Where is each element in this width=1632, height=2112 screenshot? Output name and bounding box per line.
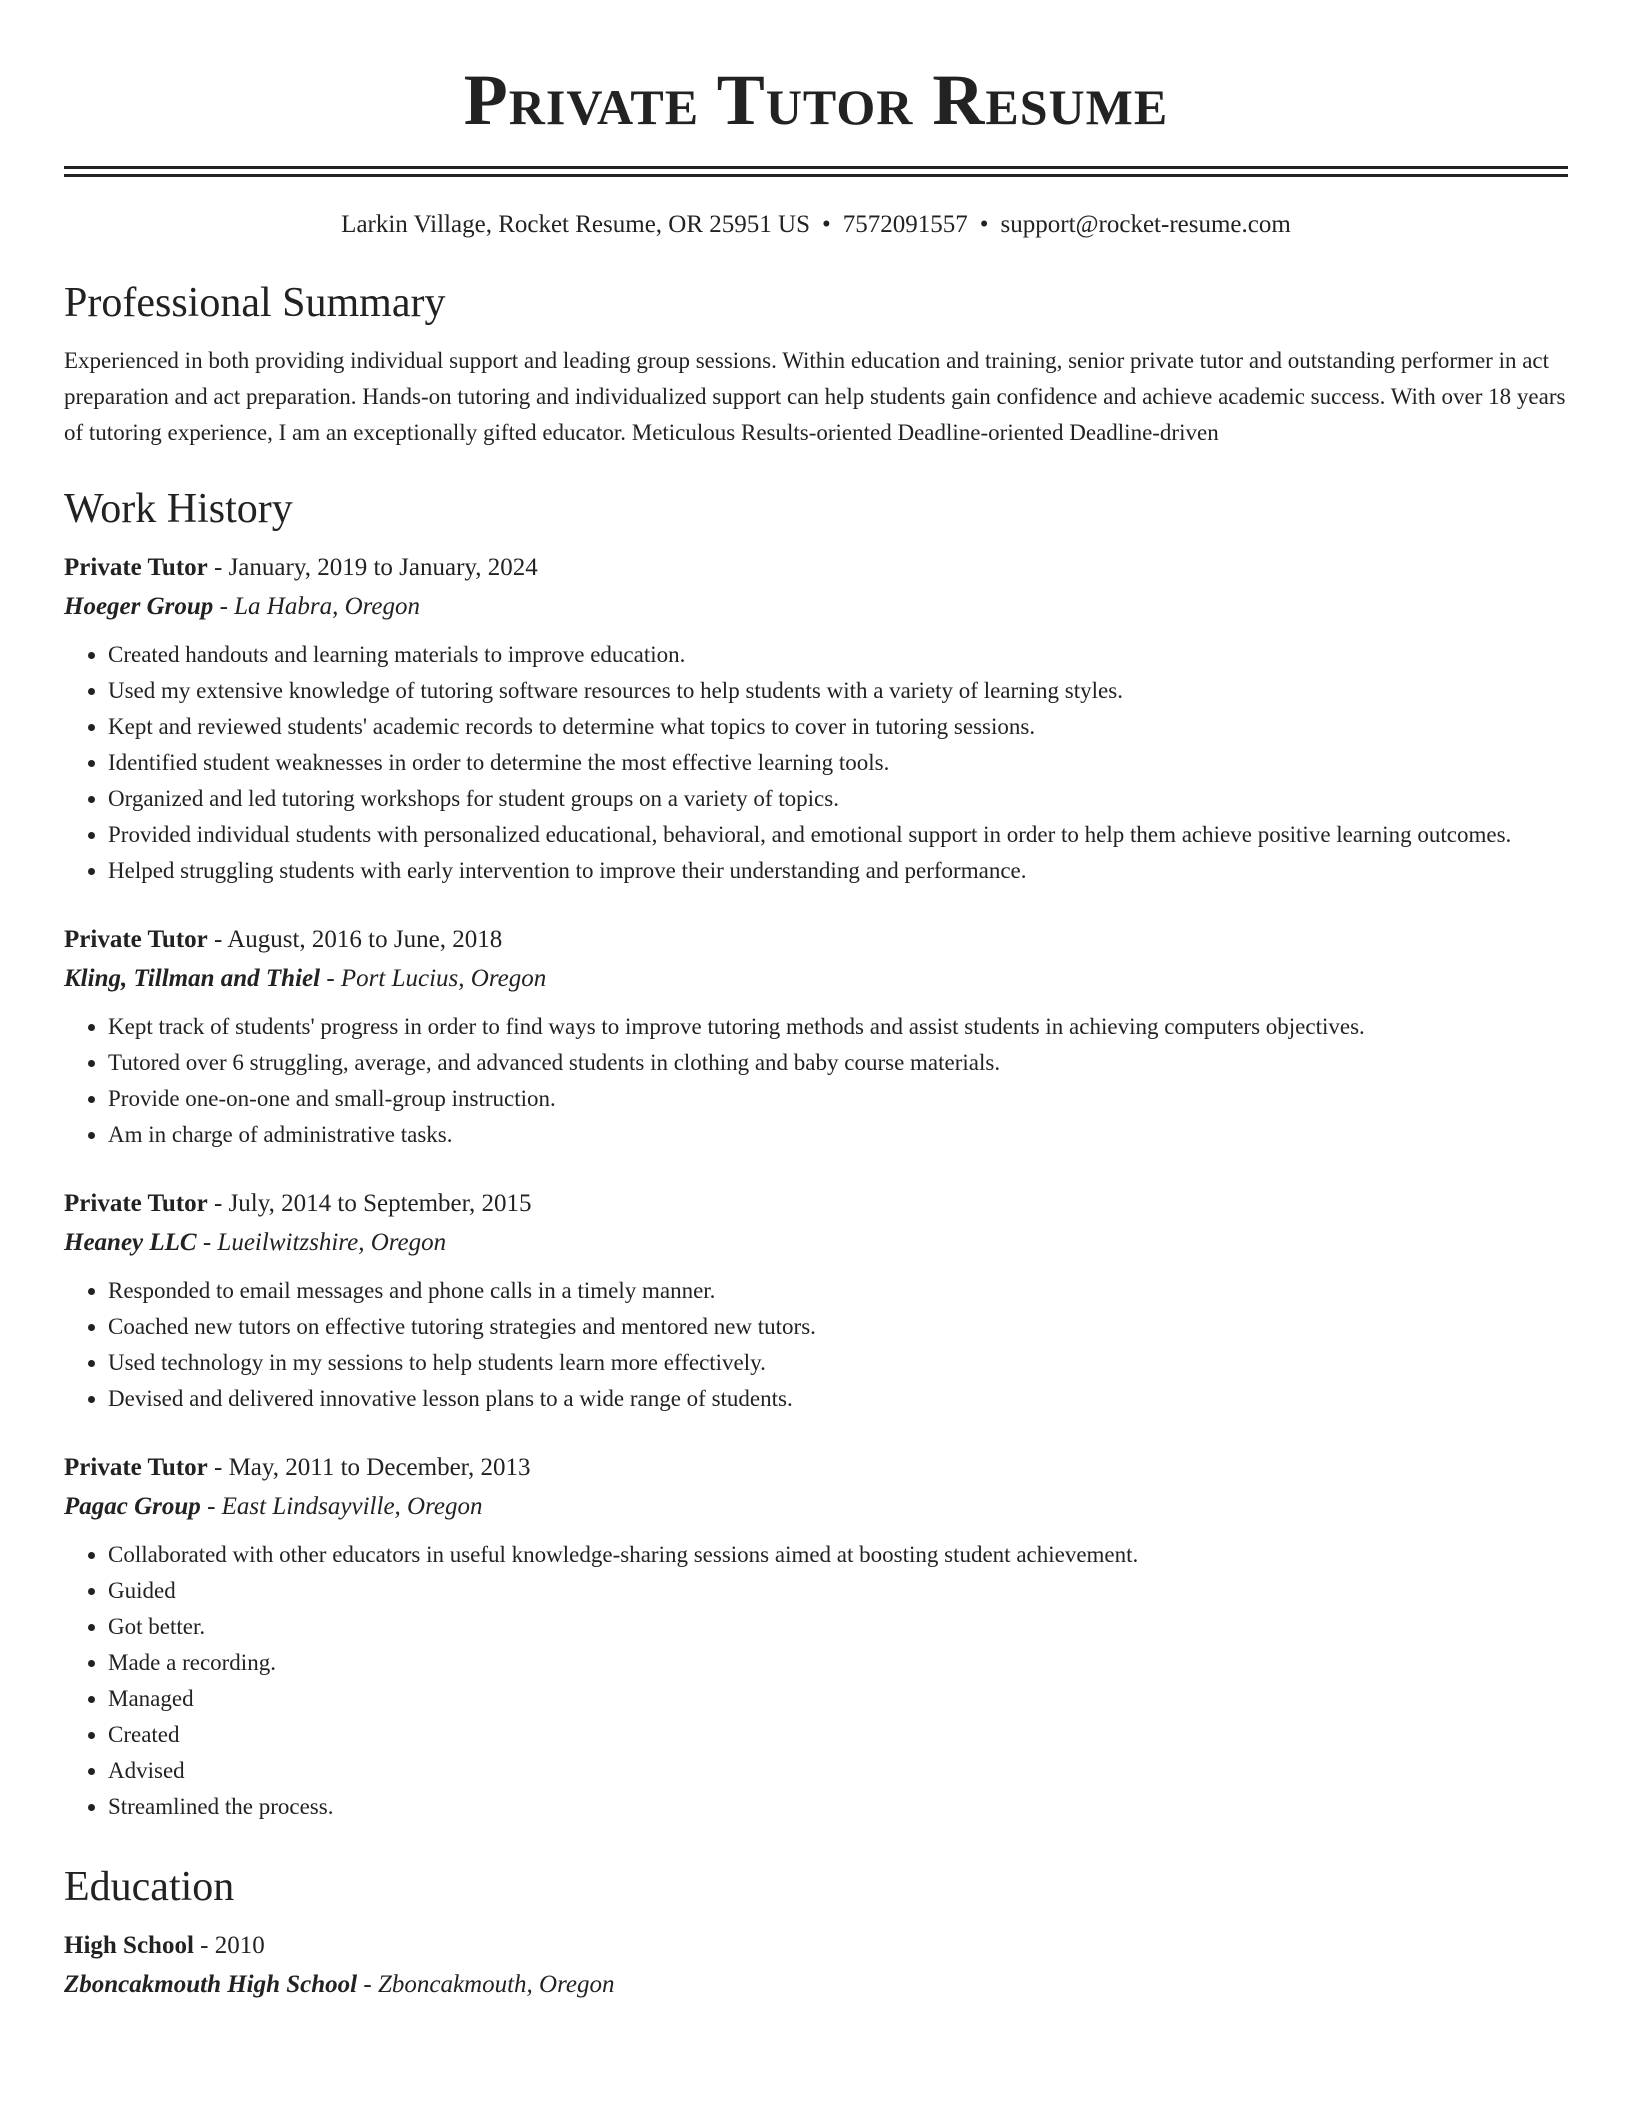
job-dates: - July, 2014 to September, 2015 <box>207 1190 532 1217</box>
job-entry <box>64 921 1568 1153</box>
company-line <box>64 959 1568 999</box>
resume-title: Private Tutor Resume <box>463 60 1169 140</box>
job-title: Private Tutor <box>64 1190 208 1217</box>
company-line <box>64 587 1568 627</box>
school-name: Zboncakmouth High School <box>64 1971 358 1998</box>
company-name: Kling, Tillman and Thiel <box>64 965 321 992</box>
graduation-year: - 2010 <box>193 1932 265 1959</box>
company-line <box>64 1487 1568 1527</box>
contact-line <box>64 209 1568 241</box>
job-entry <box>64 1449 1568 1825</box>
job-entry <box>64 1185 1568 1417</box>
job-duty: • Used my extensive knowledge of tutoring software resources to help students with a variety of learning styles. <box>108 673 1568 709</box>
job-duty: • Provided individual students with personalized educational, behavioral, and emotional support in order to help them achieve positive learning outcomes. <box>108 817 1568 853</box>
job-duty: • Helped struggling students with early intervention to improve their understanding and performance. <box>108 853 1568 889</box>
work-history-heading: Work History <box>64 486 293 532</box>
job-dates: - August, 2016 to June, 2018 <box>207 926 503 953</box>
job-duty: • Got better. <box>108 1609 1568 1645</box>
job-entry <box>64 549 1568 889</box>
summary-heading: Professional Summary <box>64 280 446 326</box>
school-line <box>64 1965 1568 2005</box>
title-double-rule <box>64 166 1568 177</box>
job-duty: • Kept and reviewed students' academic records to determine what topics to cover in tutoring sessions. <box>108 709 1568 745</box>
education-entry <box>64 1927 1568 2005</box>
job-duty: • Used technology in my sessions to help students learn more effectively. <box>108 1345 1568 1381</box>
job-duty: • Identified student weaknesses in order to determine the most effective learning tools. <box>108 745 1568 781</box>
job-title-line <box>64 1185 1568 1223</box>
job-title: Private Tutor <box>64 926 208 953</box>
contact-address: Larkin Village, Rocket Resume, OR 25951 US <box>341 211 810 238</box>
job-duty: • Provide one-on-one and small-group instruction. <box>108 1081 1568 1117</box>
job-duties-list <box>64 637 1568 889</box>
job-duty: • Made a recording. <box>108 1645 1568 1681</box>
job-title: Private Tutor <box>64 554 208 581</box>
job-title-line <box>64 549 1568 587</box>
company-name: Hoeger Group <box>64 593 214 620</box>
company-location: - Port Lucius, Oregon <box>320 965 547 992</box>
company-location: - Lueilwitzshire, Oregon <box>196 1229 447 1256</box>
job-duties-list <box>64 1537 1568 1825</box>
company-name: Pagac Group <box>64 1493 201 1520</box>
job-duty: • Devised and delivered innovative lesson plans to a wide range of students. <box>108 1381 1568 1417</box>
job-dates: - January, 2019 to January, 2024 <box>207 554 538 581</box>
job-dates: - May, 2011 to December, 2013 <box>207 1454 531 1481</box>
job-duty: • Kept track of students' progress in order to find ways to improve tutoring methods and assist students in achieving computers objectives. <box>108 1009 1568 1045</box>
school-location: - Zboncakmouth, Oregon <box>357 1971 615 1998</box>
job-title-line <box>64 921 1568 959</box>
contact-email: support@rocket-resume.com <box>1000 211 1291 238</box>
degree: High School <box>64 1932 194 1959</box>
job-duty: • Created <box>108 1717 1568 1753</box>
company-location: - La Habra, Oregon <box>213 593 421 620</box>
job-duty: • Organized and led tutoring workshops for student groups on a variety of topics. <box>108 781 1568 817</box>
job-duty: • Responded to email messages and phone calls in a timely manner. <box>108 1273 1568 1309</box>
job-duty: • Created handouts and learning materials to improve education. <box>108 637 1568 673</box>
job-duty: • Am in charge of administrative tasks. <box>108 1117 1568 1153</box>
job-duty: • Collaborated with other educators in useful knowledge-sharing sessions aimed at boosting student achievement. <box>108 1537 1568 1573</box>
job-title: Private Tutor <box>64 1454 208 1481</box>
job-duties-list <box>64 1009 1568 1153</box>
job-duties-list <box>64 1273 1568 1417</box>
degree-line <box>64 1927 1568 1965</box>
company-name: Heaney LLC <box>64 1229 197 1256</box>
contact-separator: • <box>979 211 989 238</box>
job-duty: • Streamlined the process. <box>108 1789 1568 1825</box>
job-title-line <box>64 1449 1568 1487</box>
job-duty: • Coached new tutors on effective tutoring strategies and mentored new tutors. <box>108 1309 1568 1345</box>
education-heading: Education <box>64 1864 235 1910</box>
job-duty: • Tutored over 6 struggling, average, and advanced students in clothing and baby course materials. <box>108 1045 1568 1081</box>
contact-separator: • <box>821 211 831 238</box>
summary-text: Experienced in both providing individual support and leading group sessions. Within education and training, senior private tutor and outstanding performer in act preparation and act preparation. Hands-on tutoring and individualized support can help students gain confidence and achieve academic success. With over 18 years of tutoring experience, I am an exceptionally gifted educator. Meticulous Results-oriented Deadline-oriented Deadline-driven <box>64 348 1566 445</box>
job-duty: • Managed <box>108 1681 1568 1717</box>
company-location: - East Lindsayville, Oregon <box>200 1493 483 1520</box>
job-duty: • Guided <box>108 1573 1568 1609</box>
company-line <box>64 1223 1568 1263</box>
job-duty: • Advised <box>108 1753 1568 1789</box>
contact-phone: 7572091557 <box>842 211 968 238</box>
